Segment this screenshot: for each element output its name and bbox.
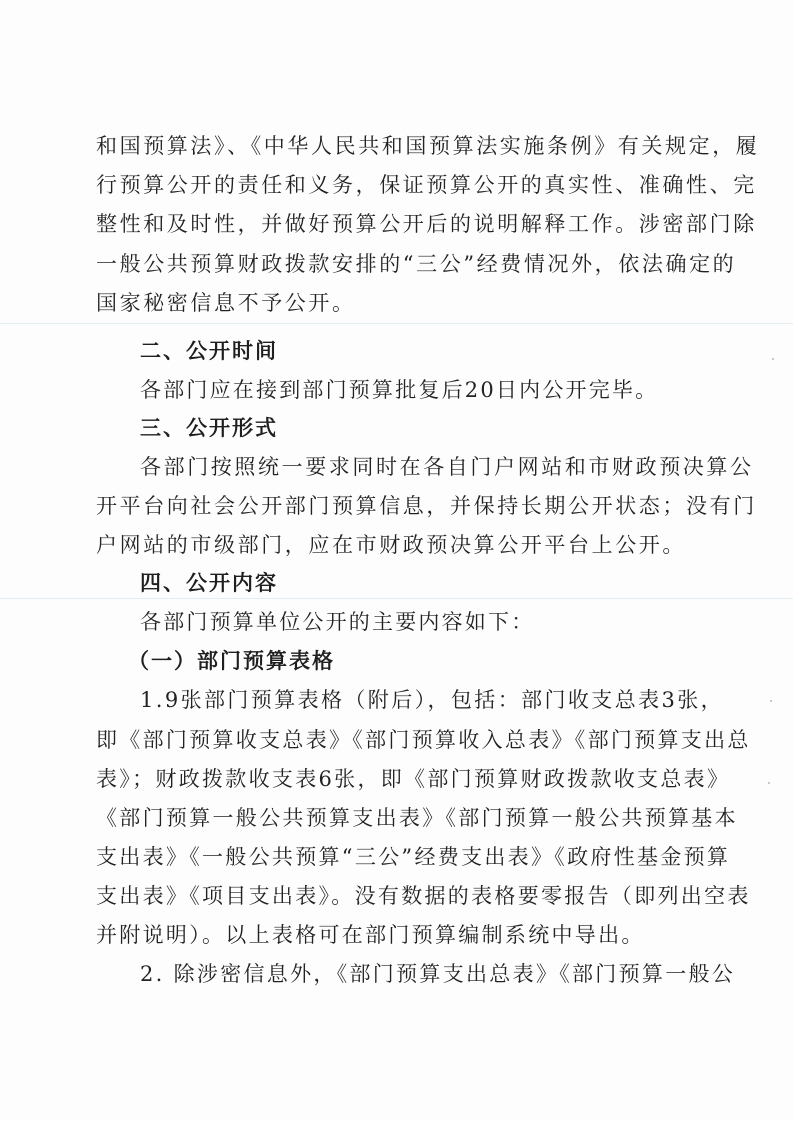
paragraph-line: 《部门预算一般公共预算支出表》《部门预算一般公共预算基本: [96, 806, 738, 830]
paragraph-line: 行预算公开的责任和义务，保证预算公开的真实性、准确性、完: [96, 173, 757, 197]
paragraph-line: 和国预算法》、《中华人民共和国预算法实施条例》有关规定，履: [96, 134, 760, 158]
paragraph-line: 2. 除涉密信息外，《部门预算支出总表》《部门预算一般公: [140, 962, 736, 986]
paragraph-line: 1.9张部门预算表格（附后），包括：部门收支总表3张，: [140, 688, 725, 712]
paragraph-line: 国家秘密信息不予公开。: [96, 291, 356, 315]
paragraph-line: 各部门按照统一要求同时在各自门户网站和市财政预决算公: [140, 455, 754, 479]
scan-speck: [770, 700, 772, 702]
section-heading: 三、公开形式: [140, 416, 278, 440]
scan-speck: [772, 358, 774, 360]
scan-artifact-line: [0, 598, 793, 599]
section-heading: 二、公开时间: [140, 339, 278, 363]
scan-artifact-line: [0, 323, 793, 324]
section-heading: 四、公开内容: [140, 571, 278, 595]
paragraph-line: 并附说明）。以上表格可在部门预算编制系统中导出。: [96, 923, 645, 947]
subsection-heading: （一）部门预算表格: [128, 649, 335, 673]
paragraph-line: 表》；财政拨款收支表6张，即《部门预算财政拨款收支总表》: [96, 767, 731, 791]
paragraph-line: 各部门应在接到部门预算批复后20日内公开完毕。: [140, 378, 659, 402]
paragraph-line: 户网站的市级部门，应在市财政预决算公开平台上公开。: [96, 533, 686, 557]
paragraph-line: 支出表》《项目支出表》。没有数据的表格要零报告（即列出空表: [96, 884, 751, 908]
paragraph-line: 支出表》《一般公共预算“三公”经费支出表》《政府性基金预算: [96, 845, 731, 869]
paragraph-line: 各部门预算单位公开的主要内容如下：: [140, 610, 535, 634]
paragraph-line: 即《部门预算收支总表》《部门预算收入总表》《部门预算支出总: [96, 728, 751, 752]
paragraph-line: 整性和及时性，并做好预算公开后的说明解释工作。涉密部门除: [96, 212, 757, 236]
paragraph-line: 开平台向社会公开部门预算信息，并保持长期公开状态；没有门: [96, 494, 757, 518]
scan-speck: [768, 782, 770, 784]
paragraph-line: 一般公共预算财政拨款安排的“三公”经费情况外，依法确定的: [96, 252, 737, 276]
